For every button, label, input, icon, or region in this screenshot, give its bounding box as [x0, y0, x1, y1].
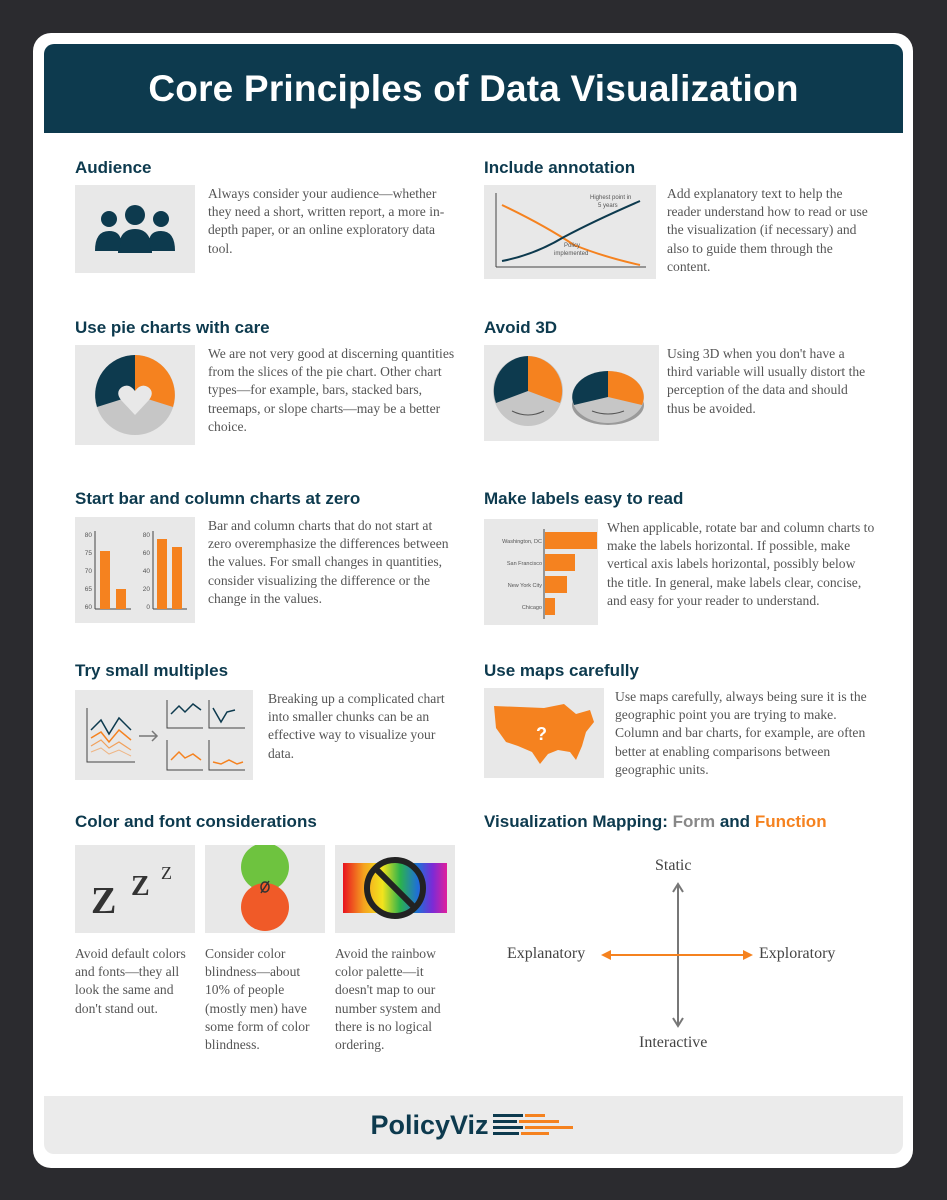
- zero-bars-icon: [75, 517, 195, 623]
- multiples-title: Try small multiples: [75, 661, 229, 680]
- zero-title: Start bar and column charts at zero: [75, 489, 361, 508]
- us-map-icon: [484, 688, 604, 778]
- mapping-top-label: Static: [655, 857, 692, 874]
- pie-chart-icon: [75, 345, 195, 445]
- footer-bar: [44, 1096, 903, 1154]
- maps-body: Use maps carefully, always being sure it is the geographic point you are trying to make. Column and bar charts, for example, are often better at enabling comparisons between geographic units.: [615, 689, 867, 777]
- z-big: Z: [91, 880, 117, 922]
- zero-right-tick: 60: [142, 550, 150, 557]
- mapping-left-label: Explanatory: [507, 945, 586, 962]
- page-title: Core Principles of Data Visualization: [148, 67, 799, 109]
- avoid3d-icon: [484, 345, 659, 441]
- zero-right-tick: 80: [142, 532, 150, 539]
- audience-title: Audience: [75, 158, 152, 177]
- mapping-title-function: Function: [754, 812, 827, 831]
- rainbow-prohibited-icon: [335, 845, 455, 933]
- z-small: Z: [161, 863, 172, 883]
- bar-label-san-francisco: San Francisco: [506, 561, 542, 567]
- avoid3d-body: Using 3D when you don't have a third variable will usually distort the perception of the data and should thus be avoided.: [667, 346, 866, 416]
- zero-right-tick: 40: [142, 568, 150, 575]
- policyviz-logo-text: PolicyViz: [370, 1109, 489, 1140]
- zero-left-tick: 75: [84, 550, 92, 557]
- zzz-icon: [75, 845, 195, 933]
- color-font-col2: Consider color blindness—about 10% of people (mostly men) have some form of color blindness.: [205, 946, 310, 1053]
- multiples-icon: [75, 690, 253, 780]
- bar-label-washington: Washington, DC: [502, 539, 542, 545]
- bar-label-chicago: Chicago: [521, 605, 542, 611]
- mapping-title: [484, 812, 827, 832]
- mapping-bottom-label: Interactive: [639, 1034, 708, 1051]
- zero-left-tick: 60: [84, 604, 92, 611]
- pie-body: We are not very good at discerning quantities from the slices of the pie chart. Other chart types—for example, bars, stacked bars, treemaps, or slope charts—may be a better choice.: [208, 346, 455, 434]
- labels-bars-icon: [484, 519, 598, 625]
- labels-body: When applicable, rotate bar and column charts to make the labels horizontal. If possible, make vertical axis labels horizontal, possibly below the title. In general, make labels clear, concise, and easy for your reader to understand.: [607, 520, 875, 608]
- zero-left-tick: 80: [84, 532, 92, 539]
- mapping-axes: [595, 880, 760, 1030]
- mapping-right-label: Exploratory: [759, 945, 836, 962]
- color-font-title: Color and font considerations: [75, 812, 317, 831]
- zero-right-tick: 20: [142, 586, 150, 593]
- policyviz-logo-icon: [493, 1111, 577, 1139]
- z-mid: Z: [131, 871, 150, 902]
- zero-body: Bar and column charts that do not start at zero overemphasize the differences between the values. For small changes in quantities, consider visualizing the difference or the change in the values.: [208, 518, 449, 606]
- header-banner: [44, 44, 903, 133]
- maps-title: Use maps carefully: [484, 661, 639, 680]
- mapping-title-form: Form: [672, 812, 716, 831]
- annotation-label-policy-implemented: implemented: [554, 251, 589, 257]
- bar-label-new-york: New York City: [507, 583, 542, 589]
- annotation-title: Include annotation: [484, 158, 636, 177]
- avoid3d-title: Avoid 3D: [484, 318, 558, 337]
- annotation-label-policy: Policy: [564, 243, 581, 249]
- audience-body: Always consider your audience—whether they need a short, written report, a more in-depth paper, or an online exploratory data tool.: [208, 186, 445, 256]
- color-font-col1: Avoid default colors and fonts—they all look the same and don't stand out.: [75, 946, 186, 1016]
- pie-title: Use pie charts with care: [75, 318, 270, 337]
- annotation-graphic: [484, 185, 656, 279]
- color-font-col3: Avoid the rainbow color palette—it doesn't map to our number system and there is no logical ordering.: [335, 946, 441, 1053]
- map-question-mark: ?: [536, 724, 547, 744]
- zero-right-tick: 0: [146, 604, 150, 611]
- color-blindness-icon: [205, 845, 325, 933]
- labels-title: Make labels easy to read: [484, 489, 684, 508]
- mapping-title-main: Visualization Mapping:: [484, 812, 668, 831]
- audience-icon: [75, 185, 195, 273]
- multiples-body: Breaking up a complicated chart into smaller chunks can be an effective way to visualize your data.: [268, 691, 445, 761]
- annotation-label-high-years: 5 years: [598, 203, 618, 209]
- zero-left-tick: 65: [84, 586, 92, 593]
- annotation-label-high: Highest point in: [590, 195, 632, 201]
- zero-left-tick: 70: [84, 568, 92, 575]
- mapping-title-and: and: [719, 812, 751, 831]
- annotation-body: Add explanatory text to help the reader understand how to read or use the visualization (if necessary) and also to guide them through the content.: [667, 186, 868, 274]
